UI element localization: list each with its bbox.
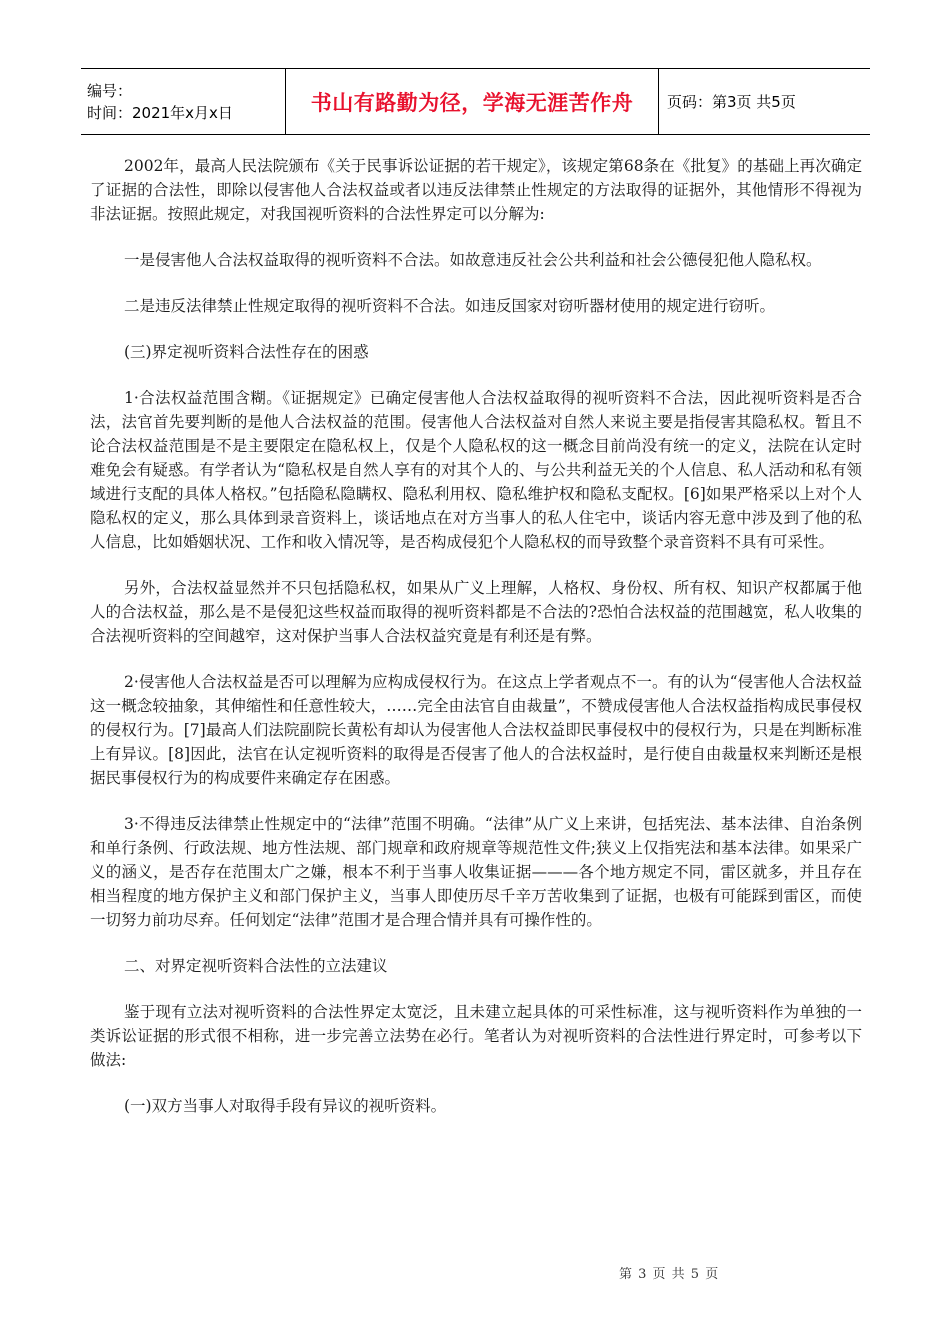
paragraph: 二是违反法律禁止性规定取得的视听资料不合法。如违反国家对窃听器材使用的规定进行窃听。: [124, 297, 776, 315]
paragraph: 一是侵害他人合法权益取得的视听资料不合法。如故意违反社会公共利益和社会公德侵犯他人隐私权。: [124, 251, 822, 269]
paragraph: 1·合法权益范围含糊。《证据规定》已确定侵害他人合法权益取得的视听资料不合法，因此视听资料是否合法，法官首先要判断的是他人合法权益的范围。侵害他人合法权益对自然人来说主要是指侵害其隐私权。暂且不论合法权益范围是不是主要限定在隐私权上，仅是个人隐私权的这一概念目前尚没有统一的定义，法院在认定时难免会有疑惑。有学者认为“隐私权是自然人享有的对其个人的、与公共利益无关的个人信息、私人活动和私有领域进行支配的具体人格权。”包括隐私隐瞒权、隐私利用权、隐私维护权和隐私支配权。[6]如果严格采以上对个人隐私权的定义，那么具体到录音资料上，谈话地点在对方当事人的私人住宅中，谈话内容无意中涉及到了他的私人信息，比如婚姻状况、工作和收入情况等，是否构成侵犯个人隐私权的而导致整个录音资料不具有可采性。: [90, 389, 862, 551]
document-time-label: 时间：2021年x月x日: [87, 103, 233, 122]
paragraph: 2·侵害他人合法权益是否可以理解为应构成侵权行为。在这点上学者观点不一。有的认为“侵害他人合法权益这一概念较抽象，其伸缩性和任意性较大，……完全由法官自由裁量”，不赞成侵害他人合法权益指构成民事侵权的侵权行为。[7]最高人们法院副院长黄松有却认为侵害他人合法权益即民事侵权中的侵权行为，只是在判断标准上有异议。[8]因此，法官在认定视听资料的取得是否侵害了他人的合法权益时，是行使自由裁量权来判断还是根据民事侵权行为的构成要件来确定存在困惑。: [90, 673, 862, 787]
document-body: [90, 154, 862, 1140]
section-heading: 二、对界定视听资料合法性的立法建议: [124, 957, 388, 975]
header-page-info: 页码：第3页 共5页: [667, 93, 796, 111]
paragraph: 鉴于现有立法对视听资料的合法性界定太宽泛，且未建立起具体的可采性标准，这与视听资料作为单独的一类诉讼证据的形式很不相称，进一步完善立法势在必行。笔者认为对视听资料的合法性进行界定时，可参考以下做法:: [90, 1003, 862, 1069]
document-number-label: 编号：: [87, 81, 133, 100]
header-motto: 书山有路勤为径，学海无涯苦作舟: [285, 69, 659, 134]
paragraph: 3·不得违反法律禁止性规定中的“法律”范围不明确。“法律”从广义上来讲，包括宪法、基本法律、自治条例和单行条例、行政法规、地方性法规、部门规章和政府规章等规范性文件;狭义上仅指宪法和基本法律。如果采广义的涵义，是否存在范围太广之嫌，根本不利于当事人收集证据———各个地方规定不同，雷区就多，并且存在相当程度的地方保护主义和部门保护主义，当事人即使历尽千辛万苦收集到了证据，也极有可能踩到雷区，而使一切努力前功尽弃。任何划定“法律”范围才是合理合情并具有可操作性的。: [90, 815, 862, 929]
header-meta: [81, 69, 285, 134]
page-footer: 第 3 页 共 5 页: [619, 1267, 720, 1282]
page-header: [81, 68, 870, 135]
paragraph: 2002年，最高人民法院颁布《关于民事诉讼证据的若干规定》，该规定第68条在《批复》的基础上再次确定了证据的合法性，即除以侵害他人合法权益或者以违反法律禁止性规定的方法取得的证据外，其他情形不得视为非法证据。按照此规定，对我国视听资料的合法性界定可以分解为:: [90, 157, 862, 223]
section-heading: (三)界定视听资料合法性存在的困惑: [124, 343, 369, 361]
paragraph: 另外，合法权益显然并不只包括隐私权，如果从广义上理解，人格权、身份权、所有权、知识产权都属于他人的合法权益，那么是不是侵犯这些权益而取得的视听资料都是不合法的?恐怕合法权益的范围越宽，私人收集的合法视听资料的空间越窄，这对保护当事人合法权益究竟是有利还是有弊。: [90, 579, 862, 645]
section-heading: (一)双方当事人对取得手段有异议的视听资料。: [124, 1097, 447, 1115]
